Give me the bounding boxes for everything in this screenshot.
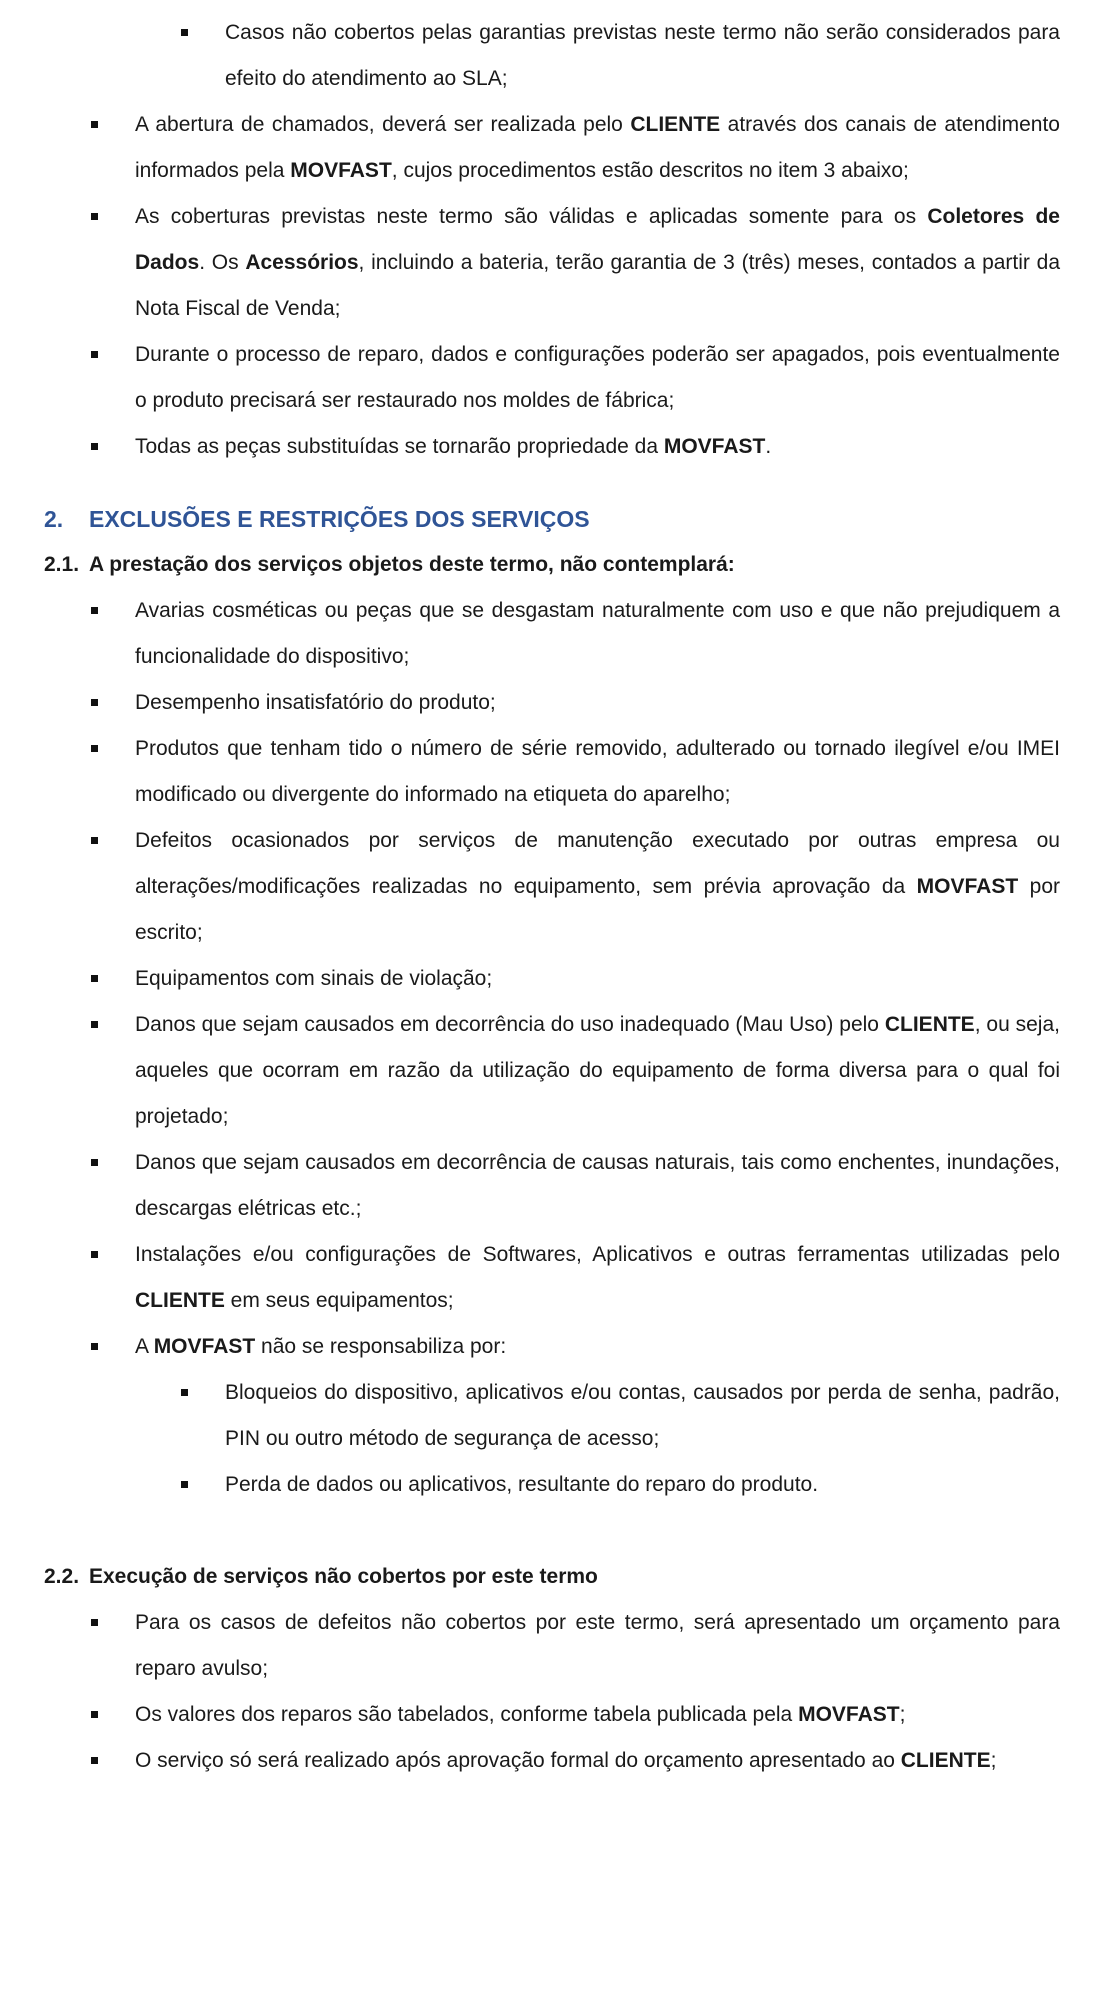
square-bullet-icon: [181, 1481, 188, 1488]
exclusions-list: [44, 588, 1060, 1508]
bold-text: MOVFAST: [663, 435, 766, 458]
item-text: Instalações e/ou configurações de Softwares, Aplicativos e outras ferramentas utilizadas pelo: [135, 1243, 1060, 1266]
square-bullet-icon: [181, 1389, 188, 1396]
square-bullet-icon: [91, 121, 98, 128]
subsection-title: Execução de serviços não cobertos por este termo: [89, 1565, 598, 1588]
list-item: [44, 1600, 1060, 1692]
sub-list-item: [44, 1462, 1060, 1508]
item-text: em seus equipamentos;: [224, 1289, 454, 1312]
item-text: por escrito;: [135, 875, 1061, 944]
list-item: [44, 1324, 1060, 1370]
item-text: O serviço só será realizado após aprovação formal do orçamento apresentado ao: [135, 1749, 901, 1772]
subsection-number: 2.2.: [44, 1565, 80, 1588]
square-bullet-icon: [91, 1159, 98, 1166]
bold-text: CLIENTE: [900, 1749, 991, 1772]
item-text: , incluindo a bateria, terão garantia de 3 (três) meses, contados a partir da Nota Fiscal de Venda;: [135, 251, 1060, 320]
square-bullet-icon: [91, 1711, 98, 1718]
item-text: ;: [990, 1749, 997, 1772]
item-text: Perda de dados ou aplicativos, resultante do reparo do produto.: [225, 1473, 819, 1496]
list-item: [44, 424, 1060, 470]
square-bullet-icon: [91, 1021, 98, 1028]
bold-text: Coletores de Dados: [135, 205, 1060, 274]
list-item: [44, 588, 1060, 680]
bold-text: MOVFAST: [798, 1703, 900, 1726]
list-item: [44, 818, 1060, 956]
item-text: Bloqueios do dispositivo, aplicativos e/ou contas, causados por perda de senha, padrão, PIN ou outro método de segurança de acesso;: [225, 1381, 1060, 1450]
item-text: Os valores dos reparos são tabelados, conforme tabela publicada pela: [135, 1703, 799, 1726]
spacer: [44, 1508, 1060, 1554]
bold-text: CLIENTE: [135, 1289, 225, 1312]
square-bullet-icon: [91, 351, 98, 358]
item-text: Danos que sejam causados em decorrência do uso inadequado (Mau Uso) pelo: [135, 1013, 885, 1036]
item-text: , ou seja, aqueles que ocorram em razão da utilização do equipamento de forma diversa para o qual foi projetado;: [135, 1013, 1060, 1128]
item-text: Todas as peças substituídas se tornarão propriedade da: [135, 435, 664, 458]
item-text: através dos canais de atendimento informados pela: [135, 113, 1060, 182]
list-item: [44, 102, 1060, 194]
bold-text: MOVFAST: [916, 875, 1019, 898]
list-item: [44, 1140, 1060, 1232]
item-text: As coberturas previstas neste termo são válidas e aplicadas somente para os: [135, 205, 928, 228]
square-bullet-icon: [91, 745, 98, 752]
sub-list-item: [44, 10, 1060, 102]
square-bullet-icon: [91, 1757, 98, 1764]
item-text: não se responsabiliza por:: [255, 1335, 507, 1358]
square-bullet-icon: [91, 975, 98, 982]
item-text: , cujos procedimentos estão descritos no item 3 abaixo;: [391, 159, 909, 182]
list-item: [44, 726, 1060, 818]
list-item: [44, 194, 1060, 332]
bold-text: MOVFAST: [290, 159, 392, 182]
item-text: .: [765, 435, 772, 458]
square-bullet-icon: [91, 1251, 98, 1258]
bold-text: Acessórios: [245, 251, 359, 274]
subsection-2-1-heading: [44, 542, 1060, 588]
bold-text: CLIENTE: [884, 1013, 975, 1036]
square-bullet-icon: [91, 213, 98, 220]
square-bullet-icon: [91, 1619, 98, 1626]
uncovered-services-list: [44, 1600, 1060, 1784]
square-bullet-icon: [181, 29, 188, 36]
list-item: [44, 1232, 1060, 1324]
item-text: Avarias cosméticas ou peças que se desgastam naturalmente com uso e que não prejudiquem a funcionalidade do dispositivo;: [135, 599, 1060, 668]
list-item: [44, 956, 1060, 1002]
item-text: Para os casos de defeitos não cobertos por este termo, será apresentado um orçamento para reparo avulso;: [135, 1611, 1060, 1680]
list-item: [44, 1738, 1060, 1784]
item-text: Durante o processo de reparo, dados e configurações poderão ser apagados, pois eventualmente o produto precisará ser restaurado nos moldes de fábrica;: [135, 343, 1060, 412]
list-item: [44, 680, 1060, 726]
section-2-heading: [44, 496, 1060, 542]
subsection-2-2-heading: [44, 1554, 1060, 1600]
item-text: Desempenho insatisfatório do produto;: [135, 691, 496, 714]
item-text: Produtos que tenham tido o número de série removido, adulterado ou tornado ilegível e/ou IMEI modificado ou divergente do informado na etiqueta do aparelho;: [135, 737, 1060, 806]
section-number: 2.: [44, 506, 64, 532]
subsection-title: A prestação dos serviços objetos deste termo, não contemplará:: [89, 553, 735, 576]
square-bullet-icon: [91, 607, 98, 614]
subsection-number: 2.1.: [44, 553, 80, 576]
item-text: ;: [899, 1703, 906, 1726]
list-item: [44, 1002, 1060, 1140]
item-text: A: [135, 1335, 154, 1358]
square-bullet-icon: [91, 443, 98, 450]
section-title: EXCLUSÕES E RESTRIÇÕES DOS SERVIÇOS: [89, 506, 590, 532]
square-bullet-icon: [91, 699, 98, 706]
list-item: [44, 332, 1060, 424]
bold-text: CLIENTE: [630, 113, 721, 136]
item-text: Defeitos ocasionados por serviços de manutenção executado por outras empresa ou alterações/modificações realizadas no equipamento, sem prévia aprovação da: [135, 829, 1060, 898]
list-item: [44, 1692, 1060, 1738]
square-bullet-icon: [91, 837, 98, 844]
sub-list-item: [44, 1370, 1060, 1462]
item-text: . Os: [199, 251, 246, 274]
item-text: Equipamentos com sinais de violação;: [135, 967, 493, 990]
top-bullet-list: [44, 10, 1060, 470]
bold-text: MOVFAST: [153, 1335, 256, 1358]
square-bullet-icon: [91, 1343, 98, 1350]
item-text: A abertura de chamados, deverá ser realizada pelo: [135, 113, 631, 136]
item-text: Casos não cobertos pelas garantias previstas neste termo não serão considerados para efeito do atendimento ao SLA;: [225, 21, 1060, 90]
item-text: Danos que sejam causados em decorrência de causas naturais, tais como enchentes, inundações, descargas elétricas etc.;: [135, 1151, 1060, 1220]
